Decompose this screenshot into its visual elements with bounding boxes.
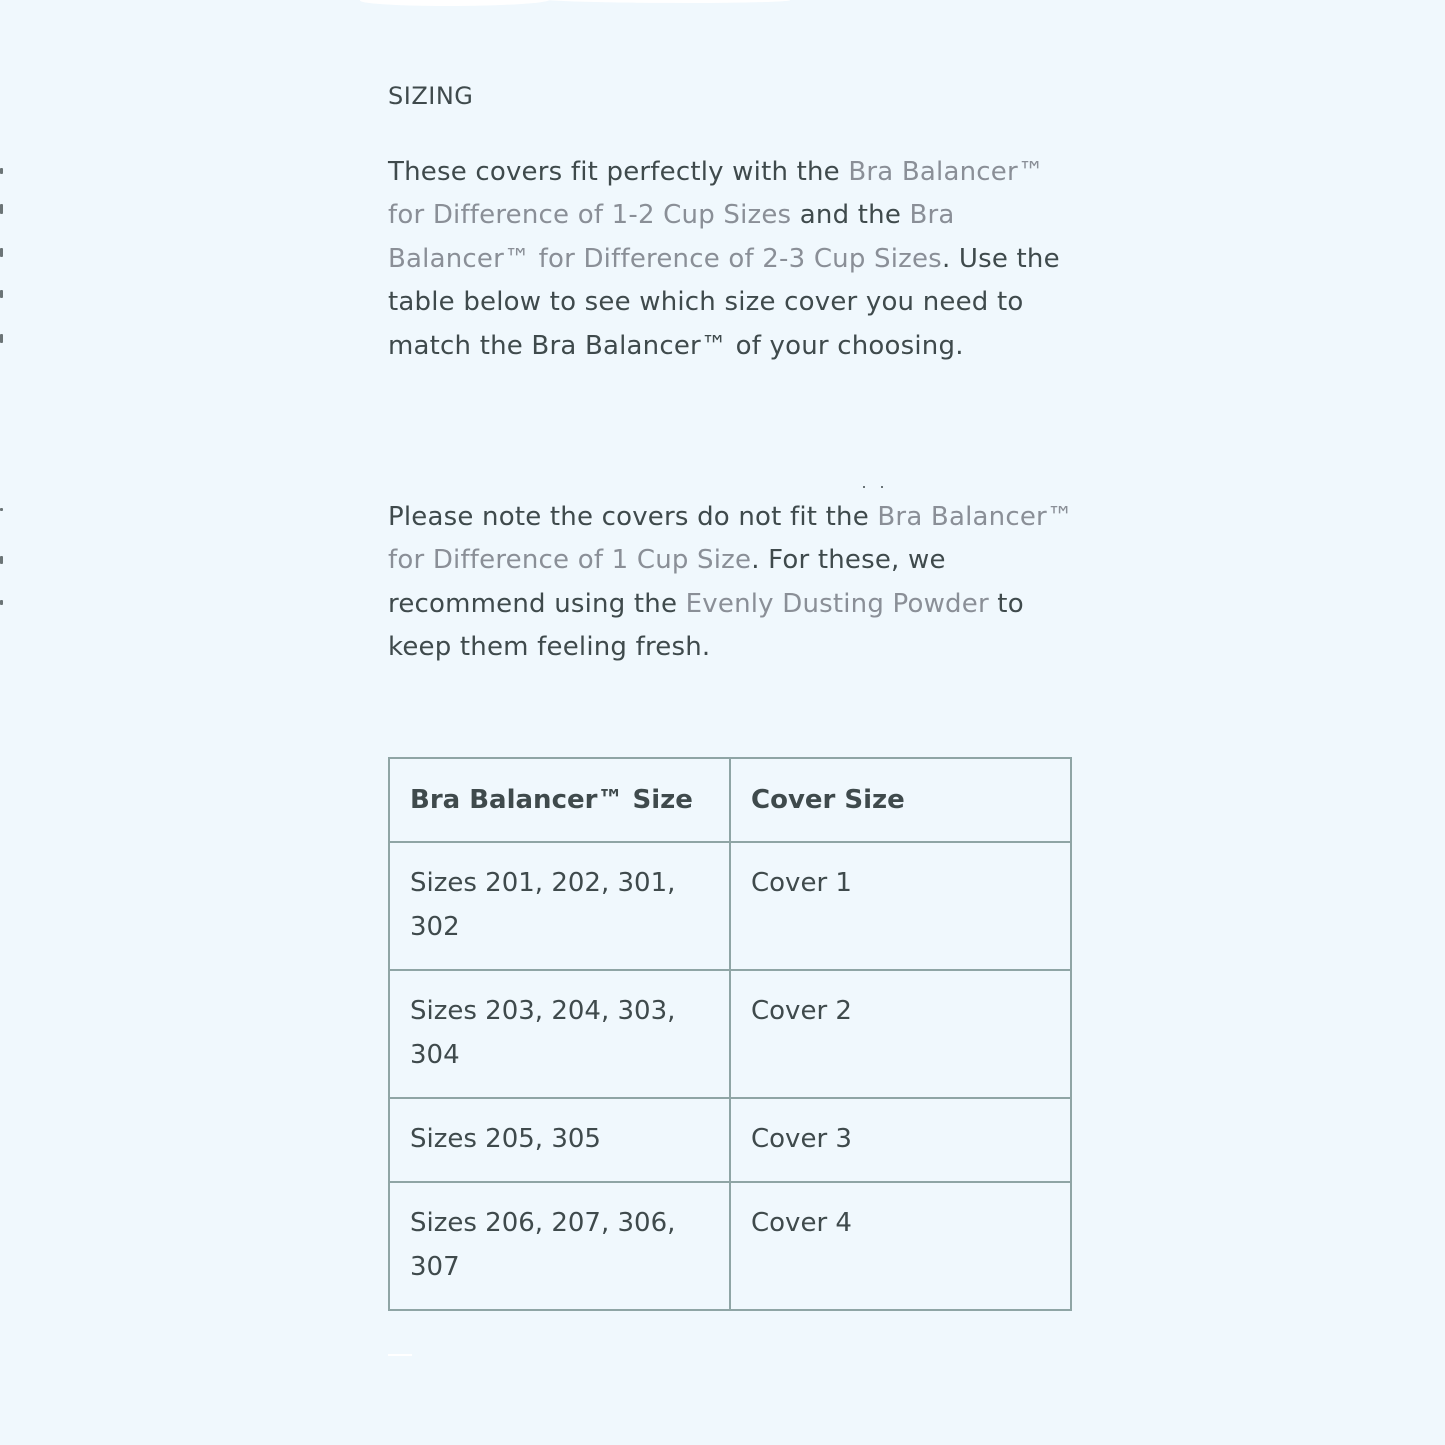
link-bra-balancer-2-3-cup[interactable]: Bra Balancer™ for Difference of 2-3 Cup Sizes (388, 200, 955, 274)
sizing-note-paragraph (388, 496, 1078, 670)
table-row (389, 970, 1071, 1098)
table-cell-bra-size: Sizes 203, 204, 303, 304 (389, 970, 730, 1098)
top-decoration-shape (360, 0, 550, 6)
paragraph-text: Please note the covers do not fit the (388, 502, 878, 533)
bottom-divider (388, 1354, 412, 1356)
top-decoration (360, 0, 790, 8)
table-header-cover-size: Cover Size (730, 758, 1071, 842)
top-decoration-shape (540, 0, 790, 3)
paragraph-text: and the (791, 200, 910, 231)
table-row (389, 1182, 1071, 1310)
link-evenly-dusting-powder[interactable]: Evenly Dusting Powder (685, 588, 989, 619)
link-bra-balancer-1-cup[interactable]: Bra Balancer™ for Difference of 1 Cup Size (388, 502, 1074, 576)
table-cell-bra-size: Sizes 205, 305 (389, 1098, 730, 1182)
sizing-intro-paragraph (388, 151, 1078, 368)
table-cell-cover-size: Cover 2 (730, 970, 1071, 1098)
table-row (389, 842, 1071, 970)
table-header-bra-balancer-size: Bra Balancer™ Size (389, 758, 730, 842)
table-cell-cover-size: Cover 1 (730, 842, 1071, 970)
table-cell-bra-size: Sizes 206, 207, 306, 307 (389, 1182, 730, 1310)
decorative-dots (863, 486, 893, 490)
paragraph-text: . For these, we recommend using the (388, 545, 946, 619)
table-cell-bra-size: Sizes 201, 202, 301, 302 (389, 842, 730, 970)
table-cell-cover-size: Cover 3 (730, 1098, 1071, 1182)
table-header-row (389, 758, 1071, 842)
link-bra-balancer-1-2-cup[interactable]: Bra Balancer™ for Difference of 1-2 Cup Sizes (388, 157, 1045, 231)
table-row (389, 1098, 1071, 1182)
paragraph-text: . Use the table below to see which size cover you need to match the Bra Balancer™ of your choosing. (388, 243, 1060, 361)
section-heading: SIZING (388, 82, 474, 110)
paragraph-text: to keep them feeling fresh. (388, 588, 1024, 663)
size-table (388, 757, 1072, 1311)
product-description (388, 78, 1078, 1282)
paragraph-text: These covers fit perfectly with the (388, 157, 849, 187)
table-cell-cover-size: Cover 4 (730, 1182, 1071, 1310)
